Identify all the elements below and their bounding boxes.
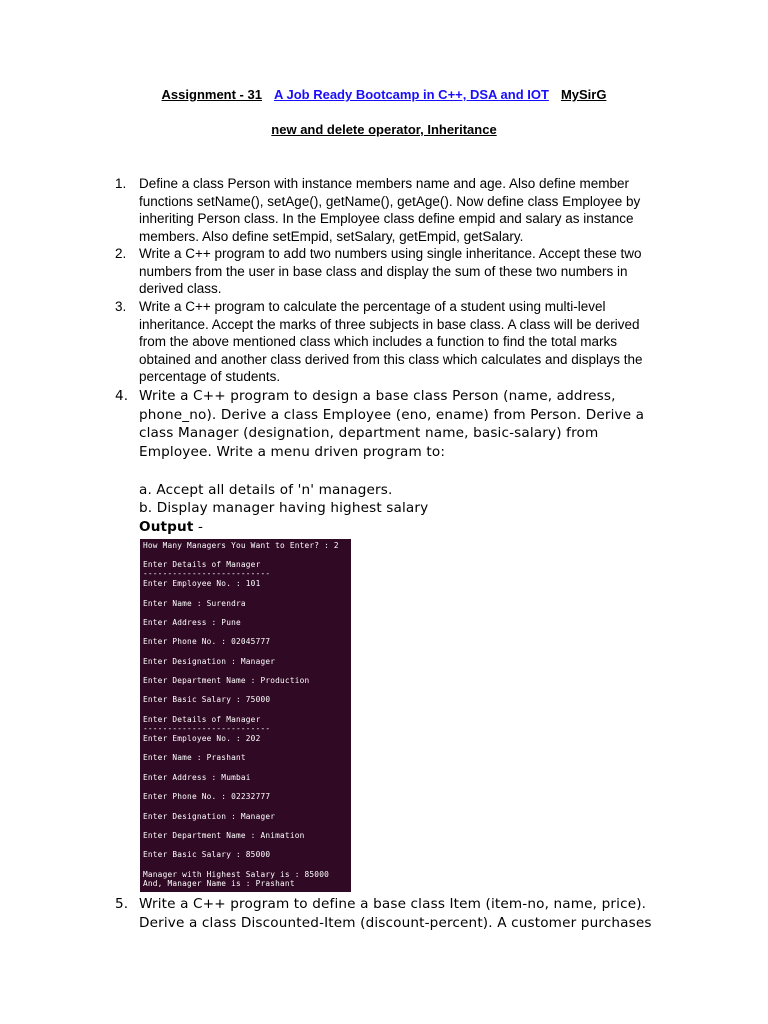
item-text-line: members. Also define setEmpid, setSalary, getEmpid, getSalary. (139, 228, 524, 244)
terminal-line: Enter Details of Manager (143, 715, 261, 724)
item-text-line: Employee. Write a menu driven program to: (139, 444, 446, 461)
document-subtitle: new and delete operator, Inheritance (271, 122, 497, 137)
assignment-title: Assignment - 31 (161, 87, 262, 102)
item-text-line: Define a class Person with instance members name and age. Also define member (139, 176, 630, 191)
item-text-line: inheriting Person class. In the Employee class define empid and salary as instance (139, 211, 634, 227)
terminal-line: Enter Address : Mumbai (143, 773, 251, 782)
terminal-line: Enter Address : Pune (143, 618, 241, 627)
terminal-line: Enter Designation : Manager (143, 657, 276, 666)
output-heading (139, 518, 675, 537)
item-text-line: percentage of students. (139, 369, 281, 385)
item-text-line: Write a C++ program to add two numbers using single inheritance. Accept these two (139, 246, 642, 261)
terminal-line: Enter Employee No. : 101 (143, 579, 261, 588)
item-text-line: obtained and another class derived from this class which calculates and displays the (139, 351, 643, 367)
bootcamp-link[interactable]: A Job Ready Bootcamp in C++, DSA and IOT (273, 87, 549, 102)
item-text-line: from the above mentioned class which includes a function to find the total marks (139, 334, 618, 350)
terminal-line: Enter Phone No. : 02232777 (143, 792, 271, 801)
terminal-line: Enter Basic Salary : 85000 (143, 850, 271, 859)
terminal-line: Enter Department Name : Production (143, 676, 310, 685)
item-text-line: inheritance. Accept the marks of three subjects in base class. A class will be derived (139, 316, 640, 332)
item-text-line: Derive a class Discounted-Item (discount-percent). A customer purchases (139, 914, 652, 931)
item-text-line: phone_no). Derive a class Employee (eno, ename) from Person. Derive a (139, 406, 645, 423)
item-text-line: derived class. (139, 281, 222, 297)
brand-name: MySirG (560, 87, 607, 102)
item-number: 4. (115, 388, 129, 404)
terminal-line: How Many Managers You Want to Enter? : 2 (143, 541, 339, 550)
terminal-line: Manager with Highest Salary is : 85000 (143, 870, 329, 879)
output-dash: - (193, 518, 204, 535)
item-text-line: class Manager (designation, department name, basic-salary) from (139, 425, 599, 442)
item-text-line: numbers from the user in base class and display the sum of these two numbers in (139, 263, 628, 279)
item-number: 3. (115, 299, 127, 314)
terminal-line: And, Manager Name is : Prashant (143, 879, 295, 888)
terminal-line: Enter Designation : Manager (143, 812, 276, 821)
terminal-line: -------------------------- (143, 724, 271, 733)
terminal-line: Enter Basic Salary : 75000 (143, 695, 271, 704)
item-text-line: functions setName(), setAge(), getName(), getAge(). Now define class Employee by (139, 193, 641, 209)
item-number: 5. (115, 896, 129, 912)
item-text-line: Write a C++ program to calculate the percentage of a student using multi-level (139, 299, 606, 314)
terminal-line: -------------------------- (143, 569, 271, 578)
terminal-line: Enter Employee No. : 202 (143, 734, 261, 743)
item-number: 1. (115, 176, 127, 191)
option-b: b. Display manager having highest salary (139, 500, 429, 517)
terminal-line: Enter Name : Prashant (143, 753, 246, 762)
item-text-line: Write a C++ program to define a base class Item (item-no, name, price). (139, 896, 647, 912)
document-header (0, 87, 768, 102)
item-text-line: Write a C++ program to design a base class Person (name, address, (139, 388, 616, 404)
terminal-line: Enter Department Name : Animation (143, 831, 305, 840)
output-label: Output (139, 518, 194, 535)
terminal-line: Enter Name : Surendra (143, 599, 246, 608)
option-a: a. Accept all details of 'n' managers. (139, 481, 393, 498)
terminal-output-screenshot (140, 539, 351, 892)
item-number: 2. (115, 246, 127, 261)
terminal-line: Enter Details of Manager (143, 560, 261, 569)
terminal-line: Enter Phone No. : 02045777 (143, 637, 271, 646)
